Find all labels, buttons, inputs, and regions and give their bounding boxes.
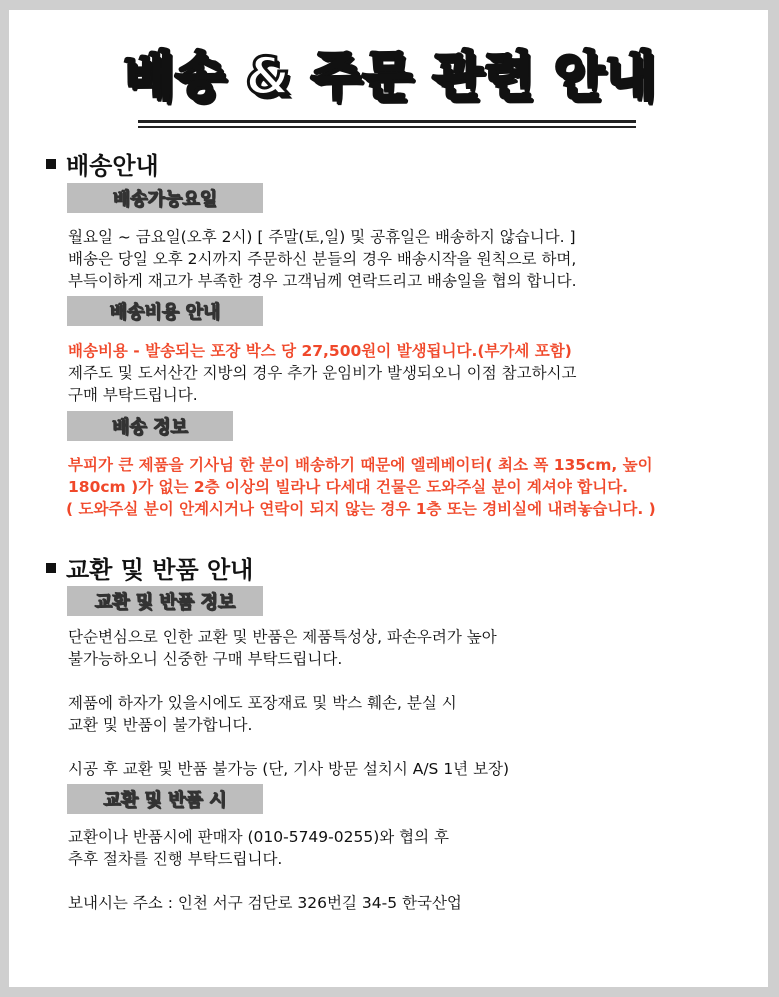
text-line: 제품에 하자가 있을시에도 포장재료 및 박스 훼손, 분실 시 bbox=[68, 694, 457, 712]
cost-highlight: 배송비용 - 발송되는 포장 박스 당 27,500원이 발생됩니다.(부가세 포함) bbox=[68, 342, 572, 360]
page-title: 배송 & 주문 관련 안내 bbox=[123, 47, 657, 107]
subhead-available-days: 배송가능요일 bbox=[67, 183, 263, 213]
exchange-when-text bbox=[68, 826, 462, 914]
subhead-delivery-info: 배송 정보 bbox=[67, 411, 233, 441]
text-line: 단순변심으로 인한 교환 및 반품은 제품특성상, 파손우려가 높아 bbox=[68, 628, 497, 646]
text-line: 교환 및 반품이 불가합니다. bbox=[68, 716, 253, 734]
paragraph-gap bbox=[68, 870, 462, 892]
text-line: 추후 절차를 진행 부탁드립니다. bbox=[68, 850, 283, 868]
text-line: 부피가 큰 제품을 기사님 한 분이 배송하기 때문에 엘레베이터( 최소 폭 135cm, 높이 bbox=[68, 456, 653, 474]
text-line: 불가능하오니 신중한 구매 부탁드립니다. bbox=[68, 650, 343, 668]
text-line: 월요일 ~ 금요일(오후 2시) [ 주말(토,일) 및 공휴일은 배송하지 않습니다. ] bbox=[68, 228, 576, 246]
text-line: 제주도 및 도서산간 지방의 경우 추가 운임비가 발생되오니 이점 참고하시고 bbox=[68, 364, 577, 382]
cost-text bbox=[68, 340, 577, 406]
text-line: 부득이하게 재고가 부족한 경우 고객님께 연락드리고 배송일을 협의 합니다. bbox=[68, 272, 577, 290]
square-bullet-icon bbox=[46, 159, 56, 169]
exchange-section-heading bbox=[46, 550, 253, 585]
available-days-text bbox=[68, 226, 577, 292]
text-line: 180cm )가 없는 2층 이상의 빌라나 다세대 건물은 도와주실 분이 계셔야 합니다. bbox=[68, 478, 629, 496]
paragraph-gap bbox=[68, 670, 509, 692]
exchange-info-text bbox=[68, 626, 509, 780]
return-address: 보내시는 주소 : 인천 서구 검단로 326번길 34-5 한국산업 bbox=[68, 894, 462, 912]
text-line: 시공 후 교환 및 반품 불가능 (단, 기사 방문 설치시 A/S 1년 보장) bbox=[68, 760, 510, 778]
square-bullet-icon bbox=[46, 563, 56, 573]
delivery-info-text bbox=[68, 454, 656, 520]
delivery-heading-text: 배송안내 bbox=[66, 152, 159, 180]
text-line: 구매 부탁드립니다. bbox=[68, 386, 198, 404]
title-divider bbox=[138, 120, 636, 123]
subhead-exchange-info: 교환 및 반품 정보 bbox=[67, 586, 263, 616]
exchange-heading-text: 교환 및 반품 안내 bbox=[66, 556, 254, 584]
paragraph-gap bbox=[68, 736, 509, 758]
text-line: 교환이나 반품시에 판매자 (010-5749-0255)와 협의 후 bbox=[68, 828, 449, 846]
subhead-cost: 배송비용 안내 bbox=[67, 296, 263, 326]
text-line: ( 도와주실 분이 안계시거나 연락이 되지 않는 경우 1층 또는 경비실에 내려놓습니다. ) bbox=[66, 500, 656, 518]
subhead-exchange-when: 교환 및 반품 시 bbox=[67, 784, 263, 814]
delivery-section-heading bbox=[46, 146, 159, 181]
title-divider-thin bbox=[138, 126, 636, 128]
text-line: 배송은 당일 오후 2시까지 주문하신 분들의 경우 배송시작을 원칙으로 하며, bbox=[68, 250, 577, 268]
